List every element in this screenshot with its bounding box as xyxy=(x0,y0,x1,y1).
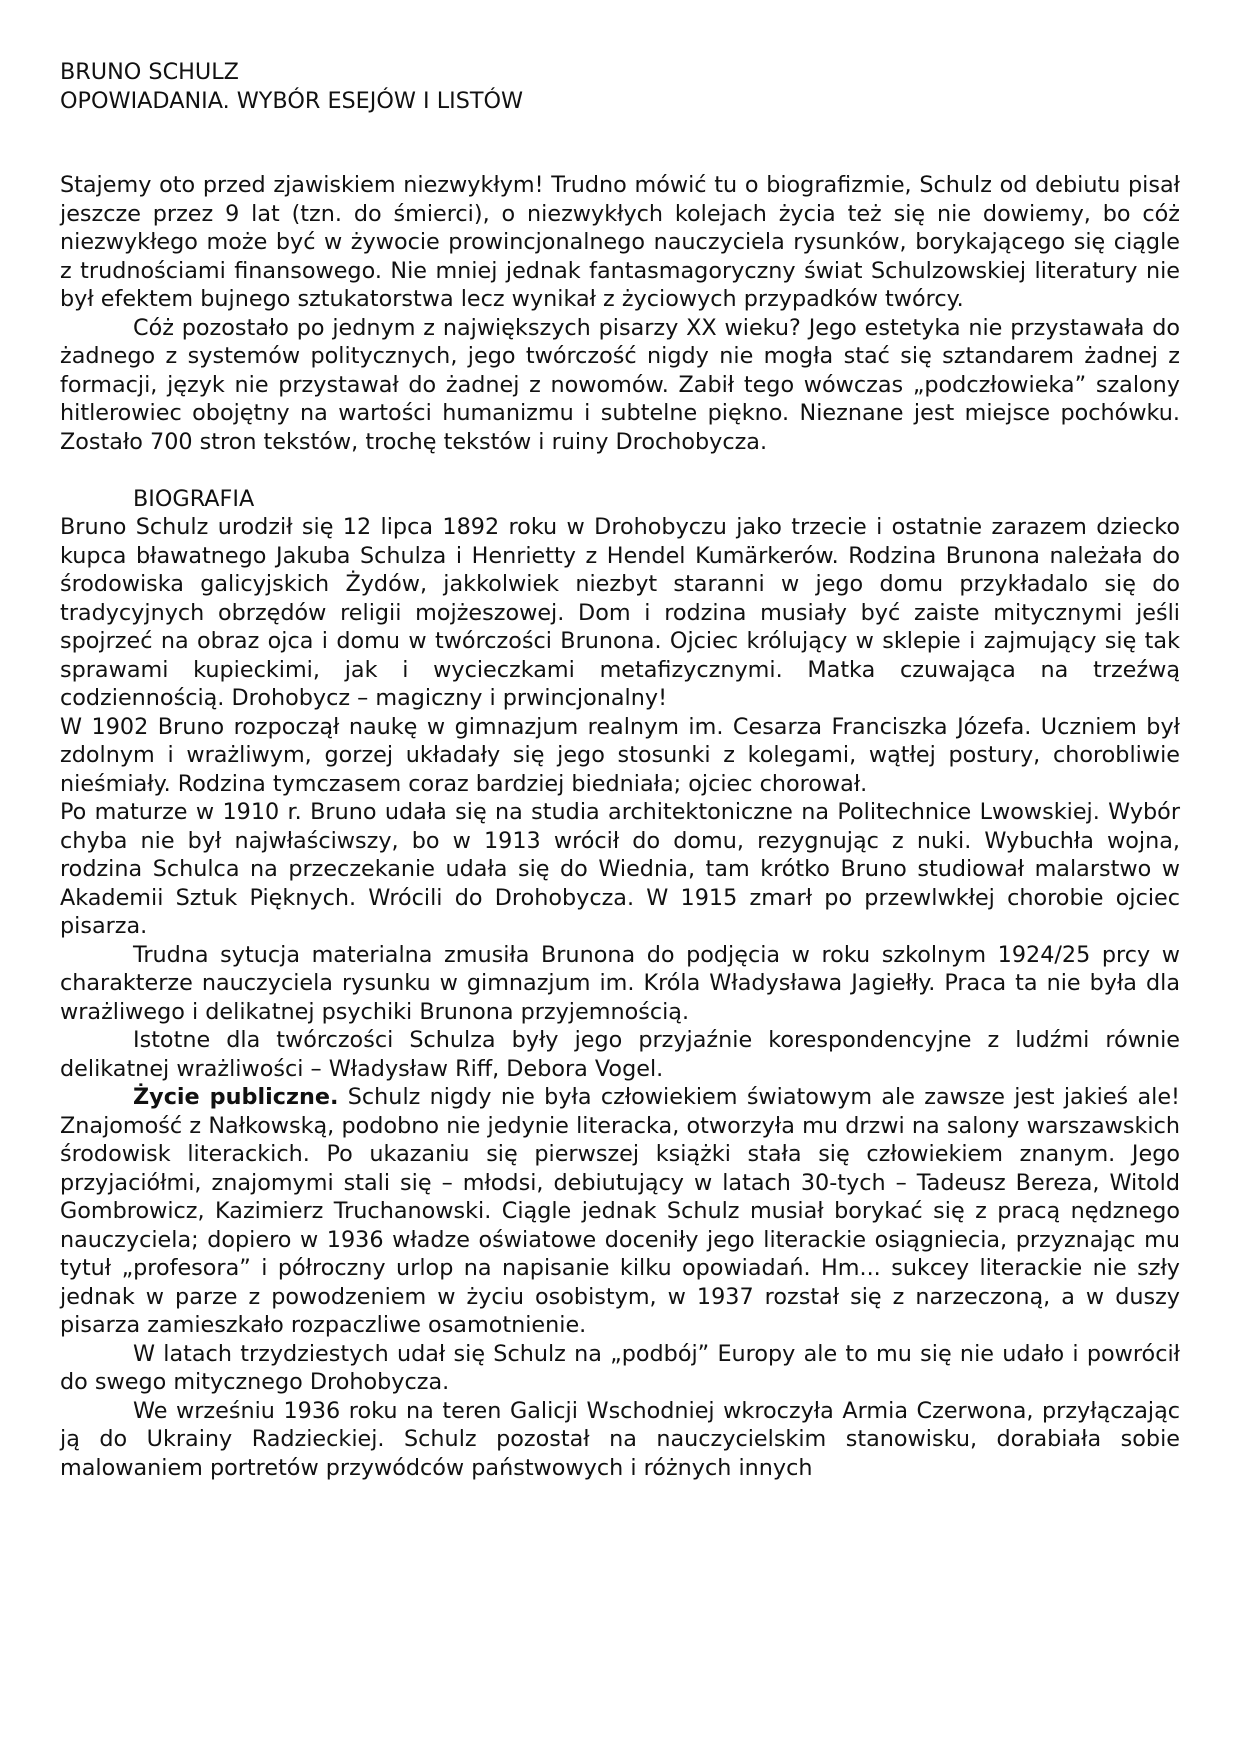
intro-paragraph-1: Stajemy oto przed zjawiskiem niezwykłym! Trudno mówić tu o biografizmie, Schulz od debiutu pisał jeszcze przez 9 lat (tzn. do śmierci), o niezwykłych kolejach życia też się nie dowiemy, bo cóż niezwykłego może być w żywocie prowincjonalnego nauczyciela rysunków, borykającego się ciągle z trudnościami finansowego. Nie mniej jednak fantasmagoryczny świat Schulzowskiej literatury nie był efektem bujnego sztukatorstwa lecz wynikał z życiowych przypadków twórcy. xyxy=(60,172,1180,312)
book-title: OPOWIADANIA. WYBÓR ESEJÓW I LISTÓW xyxy=(60,87,524,114)
biography-paragraph-8: We wrześniu 1936 roku na teren Galicji Wschodniej wkroczyła Armia Czerwona, przyłączając ją do Ukrainy Radzieckiej. Schulz pozostał na nauczycielskim stanowisku, dorabiała sobie malowaniem portretów przywódców państwowych i różnych innych xyxy=(60,1397,1180,1481)
document-header xyxy=(60,58,1180,115)
biography-paragraph-5: Istotne dla twórczości Schulza były jego przyjaźnie korespondencyjne z ludźmi równie delikatnej wrażliwości – Władysław Riff, Debora Vogel. xyxy=(60,1027,1180,1082)
biography-paragraph-1: Bruno Schulz urodził się 12 lipca 1892 roku w Drohobyczu jako trzecie i ostatnie zarazem dziecko kupca bławatnego Jakuba Schulza i Henrietty z Hendel Kumärkerów. Rodzina Brunona należała do środowiska galicyjskich Żydów, jakkolwiek niezbyt staranni w jego domu przykładalo się do tradycyjnych obrzędów religii mojżeszowej. Dom i rodzina musiały być zaiste mitycznymi jeśli spojrzeć na obraz ojca i domu w twórczości Brunona. Ojciec królujący w sklepie i zajmujący się tak sprawami kupieckimi, jak i wycieczkami metafizycznymi. Matka czuwająca na trzeźwą codziennością. Drohobycz – magiczny i prwincjonalny! xyxy=(60,514,1180,711)
biography-paragraph-3: Po maturze w 1910 r. Bruno udała się na studia architektoniczne na Politechnice Lwowskiej. Wybór chyba nie był najwłaściwszy, bo w 1913 wrócił do domu, rezygnując z nuki. Wybuchła wojna, rodzina Schulca na przeczekanie udała się do Wiednia, tam krótko Bruno studiował malarstwo w Akademii Sztuk Pięknych. Wrócili do Drohobycza. W 1915 zmarł po przewlwkłej chorobie ojciec pisarza. xyxy=(60,799,1180,939)
biography-paragraph-7: W latach trzydziestych udał się Schulz na „podbój” Europy ale to mu się nie udało i powrócił do swego mitycznego Drohobycza. xyxy=(60,1340,1180,1395)
section-heading-biography: BIOGRAFIA xyxy=(133,485,255,512)
public-life-heading: Życie publiczne. xyxy=(133,1084,339,1110)
author-name: BRUNO SCHULZ xyxy=(60,59,239,85)
document-page xyxy=(60,58,1180,1482)
biography-paragraph-4: Trudna sytucja materialna zmusiła Brunona do podjęcia w roku szkolnym 1924/25 prcy w charakterze nauczyciela rysunku w gimnazjum im. Króla Władysława Jagiełły. Praca ta nie była dla wrażliwego i delikatnej psychiki Brunona przyjemnością. xyxy=(60,941,1180,1025)
intro-paragraph-2: Cóż pozostało po jednym z największych pisarzy XX wieku? Jego estetyka nie przystawała do żadnego z systemów politycznych, jego twórczość nigdy nie mogła stać się sztandarem żadnej z formacji, język nie przystawał do żadnej z nowomów. Zabił tego wówczas „podczłowieka” szalony hitlerowiec obojętny na wartości humanizmu i subtelne piękno. Nieznane jest miejsce pochówku. Zostało 700 stron tekstów, trochę tekstów i ruiny Drochobycza. xyxy=(60,314,1180,455)
biography-paragraph-6 xyxy=(60,1083,1180,1340)
public-life-text: Schulz nigdy nie była człowiekiem światowym ale zawsze jest jakieś ale! Znajomość z Nałkowską, podobno nie jedynie literacka, otworzyła mu drzwi na salony warszawskich środowisk literackich. Po ukazaniu się pierwszej książki stała się człowiekiem znanym. Jego przyjaciółmi, znajomymi stali się – młodsi, debiutujący w latach 30-tych – Tadeusz Bereza, Witold Gombrowicz, Kazimierz Truchanowski. Ciągle jednak Schulz musiał borykać się z pracą nędznego nauczyciela; dopiero w 1936 władze oświatowe doceniły jego literackie osiągniecia, przyznając mu tytuł „profesora” i półroczny urlop na napisanie kilku opowiadań. Hm... sukcey literackie nie szły jednak w parze z powodzeniem w życiu osobistym, w 1937 rozstał się z narzeczoną, a w duszy pisarza zamieszkało rozpaczliwe osamotnienie. xyxy=(60,1084,1180,1338)
biography-paragraph-2: W 1902 Bruno rozpoczął naukę w gimnazjum realnym im. Cesarza Franciszka Józefa. Uczniem był zdolnym i wrażliwym, gorzej układały się jego stosunki z kolegami, wątłej postury, chorobliwie nieśmiały. Rodzina tymczasem coraz bardziej biedniała; ojciec chorował. xyxy=(60,713,1180,797)
spacer xyxy=(60,456,1180,485)
